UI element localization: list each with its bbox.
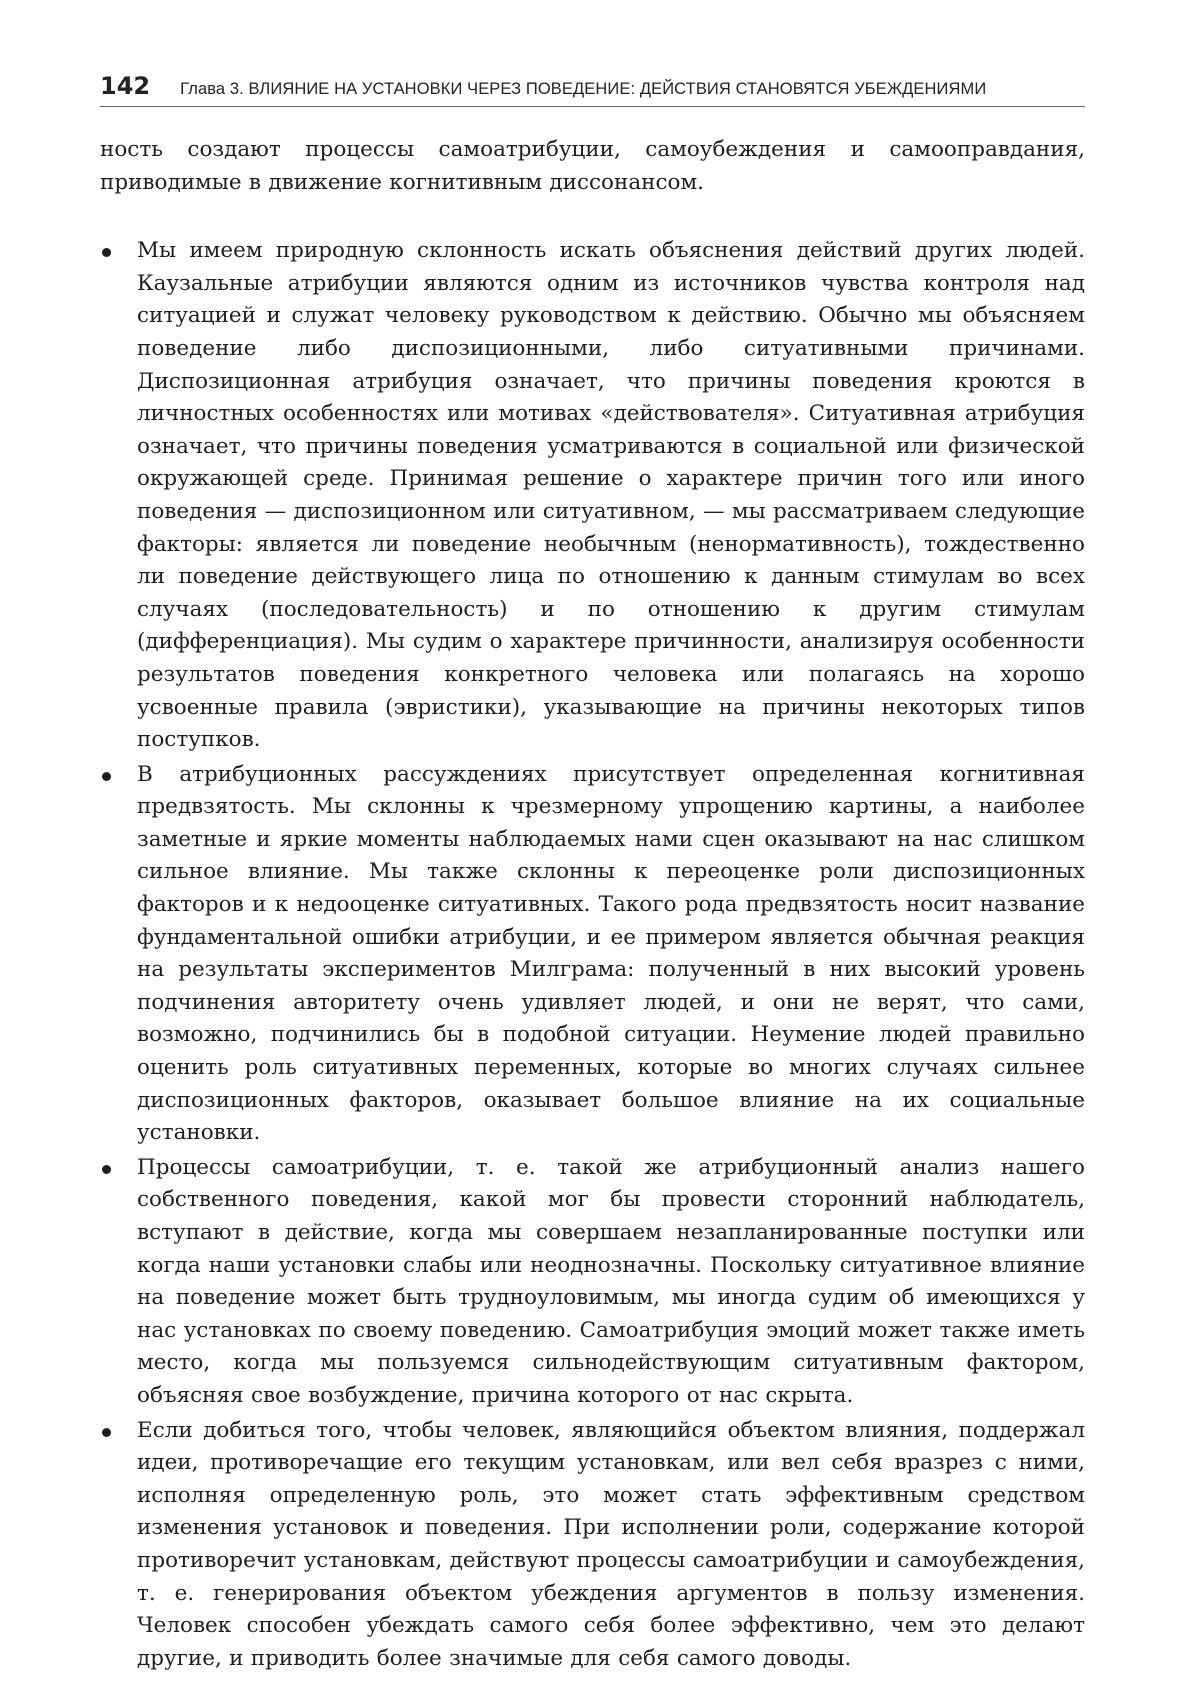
summary-bullet-list — [100, 235, 1085, 1675]
page-number: 142 — [100, 72, 151, 100]
bullet-text: Если добиться того, чтобы человек, являющийся объектом влияния, поддержал идеи, противоречащие его текущим установкам, или вел себя вразрез с ними, исполняя определенную роль, это может стать эффективным средством изменения установок и поведения. При исполнении роли, содержание которой противоречит установкам, действуют процессы самоатрибуции и самоубеждения, т. е. генерирования объектом убеждения аргументов в пользу изменения. Человек способен убеждать самого себя более эффективно, чем это делают другие, и приводить более значимые для себя самого доводы. — [137, 1417, 1085, 1671]
intro-paragraph: ность создают процессы самоатрибуции, самоубеждения и самооправдания, приводимые в движение когнитивным диссонансом. — [100, 137, 1085, 195]
bullet-text: Процессы самоатрибуции, т. е. такой же атрибуционный анализ нашего собственного поведения, какой мог бы провести сторонний наблюдатель, вступают в действие, когда мы совершаем незапланированные поступки или когда наши установки слабы или неоднозначны. Поскольку ситуативное влияние на поведение может быть трудноуловимым, мы иногда судим об имеющихся у нас установках по своему поведению. Самоатрибуция эмоций может также иметь место, когда мы пользуемся сильнодействующим ситуативным фактором, объясняя свое возбуждение, причина которого от нас скрыта. — [137, 1154, 1085, 1408]
bullet-text: Мы имеем природную склонность искать объяснения действий других людей. Каузальные атрибуции являются одним из источников чувства контроля над ситуацией и служат человеку руководством к действию. Обычно мы объясняем поведение либо диспозиционными, либо ситуативными причинами. Диспозиционная атрибуция означает, что причины поведения кроются в личностных особенностях или мотивах «действователя». Ситуативная атрибуция означает, что причины поведения усматриваются в социальной или физической окружающей среде. Принимая решение о характере причин того или иного поведения — диспозиционном или ситуативном, — мы рассматриваем следующие факторы: является ли поведение необычным (ненормативность), тождественно ли поведение действующего лица по отношению к данным стимулам во всех случаях (последовательность) и по отношению к другим стимулам (дифференциация). Мы судим о характере причинности, анализируя особенности результатов поведения конкретного человека или полагаясь на хорошо усвоенные правила (эвристики), указывающие на причины некоторых типов поступков. — [137, 238, 1086, 753]
bullet-item — [100, 759, 1085, 1150]
bullet-dot-icon — [102, 248, 111, 257]
body-text — [100, 134, 1085, 1677]
chapter-title: Глава 3. ВЛИЯНИЕ НА УСТАНОВКИ ЧЕРЕЗ ПОВЕДЕНИЕ: ДЕЙСТВИЯ СТАНОВЯТСЯ УБЕЖДЕНИЯМИ — [180, 80, 987, 98]
bullet-text: В атрибуционных рассуждениях присутствует определенная когнитивная предвзятость. Мы склонны к чрезмерному упрощению картины, а наиболее заметные и яркие моменты наблюдаемых нами сцен оказывают на нас слишком сильное влияние. Мы также склонны к переоценке роли диспозиционных факторов и к недооценке ситуативных. Такого рода предвзятость носит название фундаментальной ошибки атрибуции, и ее примером является обычная реакция на результаты экспериментов Милграма: полученный в них высокий уровень подчинения авторитету очень удивляет людей, и они не верят, что сами, возможно, подчинились бы в подобной ситуации. Неумение людей правильно оценить роль ситуативных переменных, которые во многих случаях сильнее диспозиционных факторов, оказывает большое влияние на их социальные установки. — [137, 761, 1085, 1146]
running-header — [100, 72, 1085, 107]
bullet-dot-icon — [102, 1165, 111, 1174]
bullet-dot-icon — [102, 1428, 111, 1437]
bullet-item — [100, 235, 1085, 757]
bullet-item — [100, 1152, 1085, 1413]
bullet-dot-icon — [102, 772, 111, 781]
bullet-item — [100, 1415, 1085, 1676]
